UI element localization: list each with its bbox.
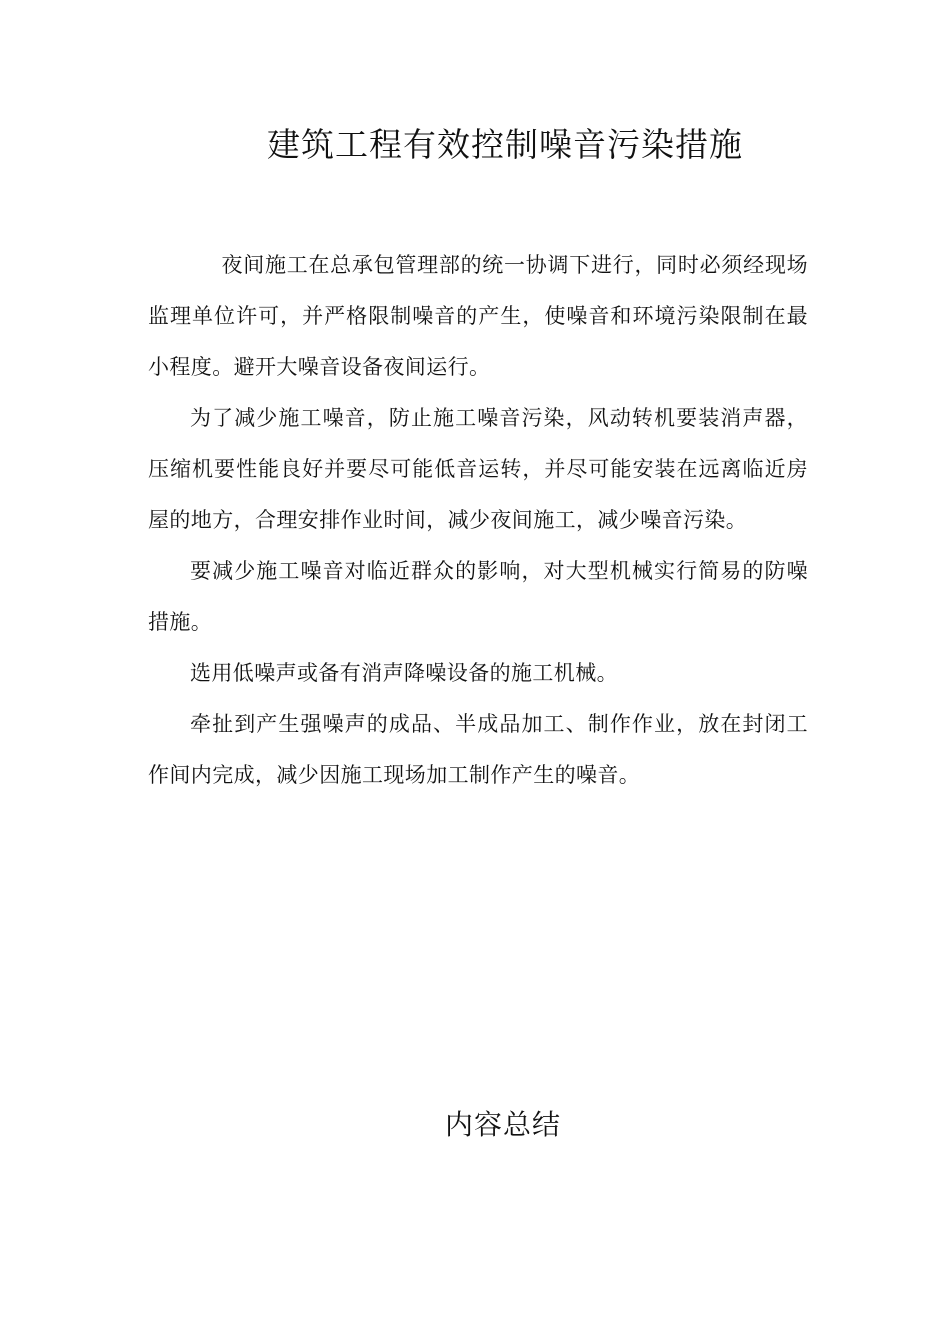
- paragraph-enclosed-workshop: 牵扯到产生强噪声的成品、半成品加工、制作作业，放在封闭工作间内完成，减少因施工现场加工制作产生的噪音。: [148, 712, 808, 787]
- summary-heading: 内容总结: [445, 1108, 562, 1141]
- document-title: 建筑工程有效控制噪音污染措施: [267, 125, 743, 164]
- paragraph-low-noise-machinery: 选用低噪声或备有消声降噪设备的施工机械。: [190, 661, 618, 685]
- document-body: [148, 240, 808, 801]
- paragraph-resident-impact: 要减少施工噪音对临近群众的影响，对大型机械实行简易的防噪措施。: [148, 559, 808, 634]
- paragraph-noise-reduction: 为了减少施工噪音，防止施工噪音污染，风动转机要装消声器，压缩机要性能良好并要尽可能低音运转，并尽可能安装在远离临近房屋的地方，合理安排作业时间，减少夜间施工，减少噪音污染。: [148, 406, 808, 532]
- paragraph-night-construction: 夜间施工在总承包管理部的统一协调下进行，同时必须经现场监理单位许可，并严格限制噪音的产生，使噪音和环境污染限制在最小程度。避开大噪音设备夜间运行。: [148, 253, 808, 379]
